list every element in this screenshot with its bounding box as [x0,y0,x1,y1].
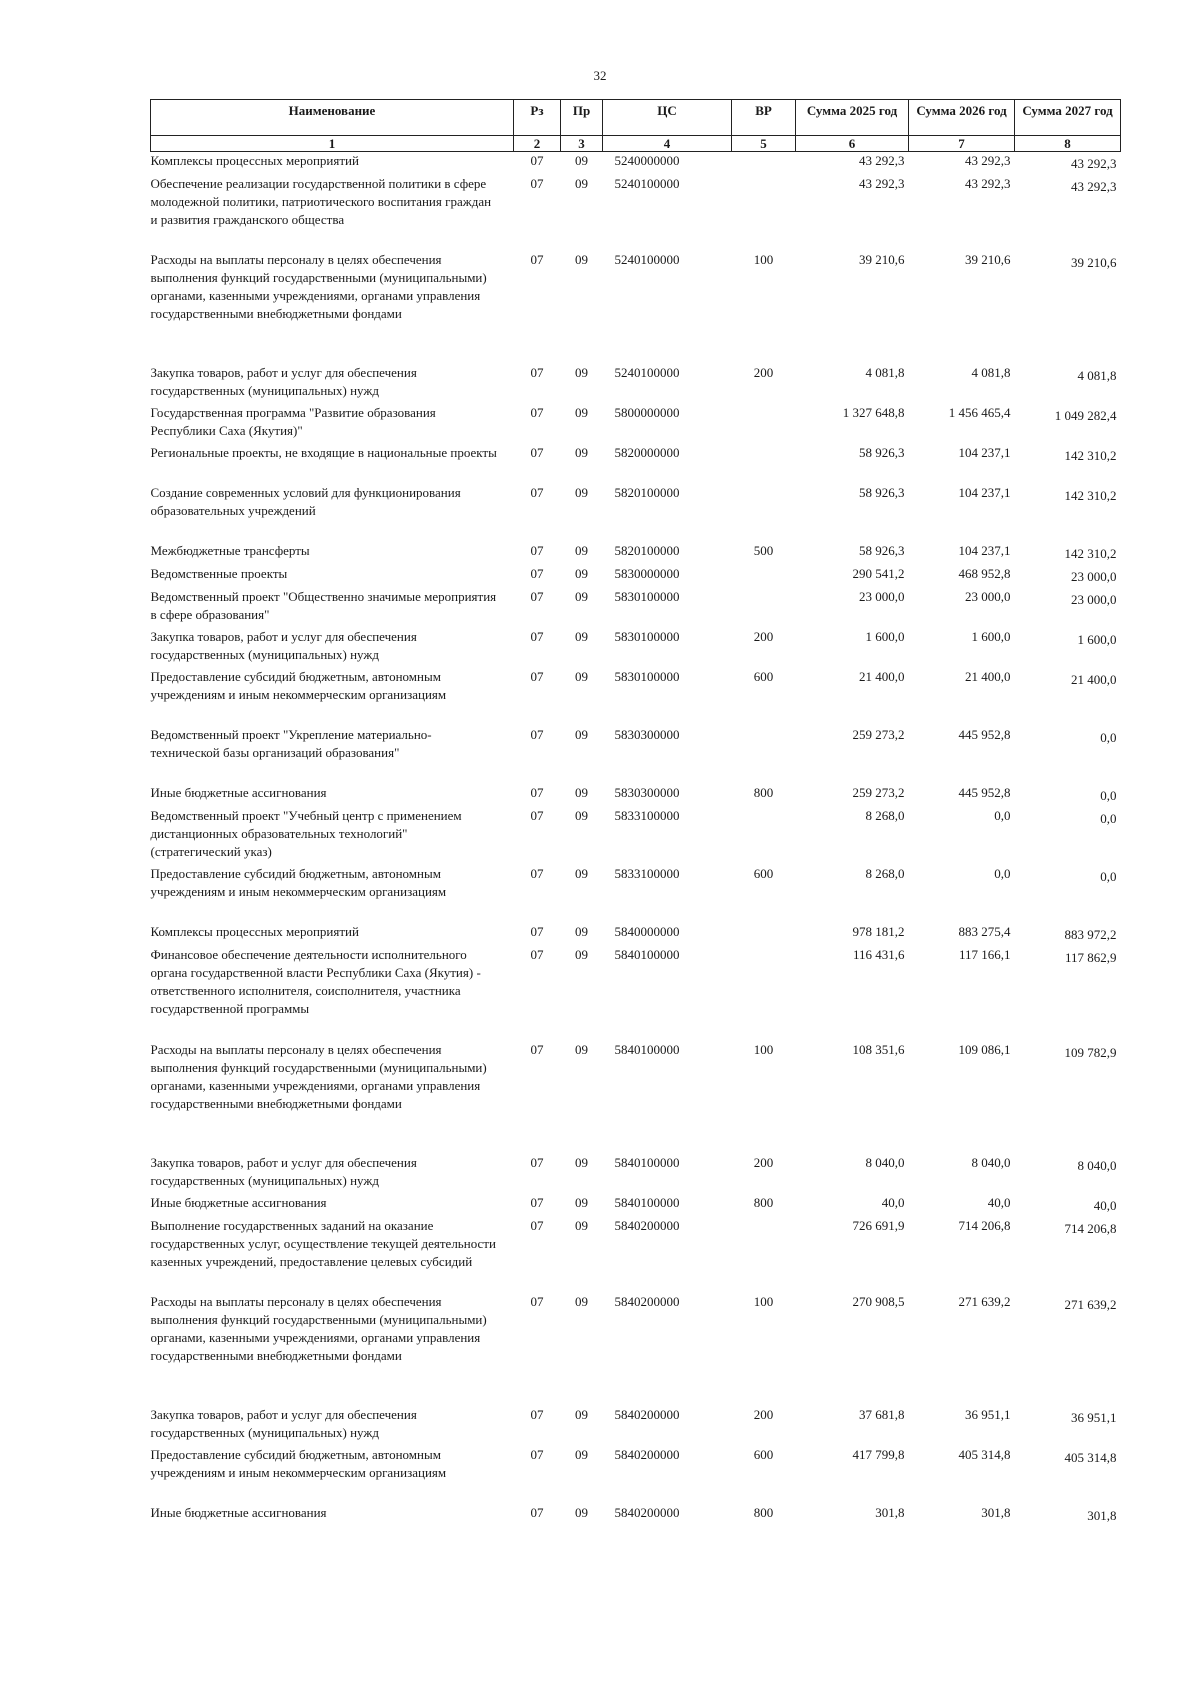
row-rz: 07 [530,785,544,800]
row-sum-2026: 468 952,8 [958,566,1011,581]
table-row [151,152,1121,176]
row-sum-2025: 726 691,9 [852,1218,905,1233]
row-sum-2026: 714 206,8 [958,1218,1011,1233]
row-name: Иные бюджетные ассигнования [150,1195,327,1210]
row-sum-2026: 36 951,1 [965,1407,1011,1422]
row-name: Финансовое обеспечение деятельности исполнительного органа государственной власти Республики Саха (Якутия) - ответственного исполнителя, соисполнителя, участника государственной программы [150,947,481,1016]
table-row [151,946,1121,1041]
row-cs: 5800000000 [614,405,680,420]
row-sum-2027: 714 206,8 [1064,1221,1117,1236]
row-rz: 07 [530,1505,544,1520]
row-sum-2026: 43 292,3 [965,176,1011,191]
row-name: Выполнение государственных заданий на оказание государственных услуг, осуществление текущей деятельности казенных учреждений, предоставление целевых субсидий [150,1218,496,1269]
row-sum-2027: 23 000,0 [1071,592,1117,607]
col-number: 2 [514,136,561,152]
row-cs: 5830100000 [614,669,680,684]
row-sum-2026: 39 210,6 [965,252,1011,267]
row-rz: 07 [530,727,544,742]
row-rz: 07 [530,669,544,684]
table-body [151,152,1121,1538]
row-sum-2027: 883 972,2 [1064,927,1117,942]
row-vr [732,484,796,542]
table-row [151,1446,1121,1504]
row-name: Закупка товаров, работ и услуг для обеспечения государственных (муниципальных) нужд [150,629,417,662]
row-sum-2026: 109 086,1 [958,1042,1011,1057]
row-pr: 09 [575,566,588,581]
row-vr [732,444,796,484]
row-sum-2026: 117 166,1 [958,947,1011,962]
row-pr: 09 [575,405,588,420]
row-vr [732,726,796,784]
row-sum-2025: 4 081,8 [865,365,905,380]
row-cs: 5833100000 [614,866,680,881]
table-row [151,628,1121,668]
row-cs: 5820100000 [614,485,680,500]
row-sum-2027: 1 600,0 [1077,632,1117,647]
row-rz: 07 [530,1294,544,1309]
row-cs: 5240000000 [614,153,680,168]
row-sum-2026: 21 400,0 [965,669,1011,684]
row-name: Ведомственный проект "Учебный центр с применением дистанционных образовательных технологий" (стратегический указ) [150,808,462,859]
row-sum-2025: 417 799,8 [852,1447,905,1462]
row-cs: 5830300000 [614,785,680,800]
row-name: Расходы на выплаты персоналу в целях обеспечения выполнения функций государственными (муниципальными) органами, казенными учреждениями, органами управления государственными внебюджетными фондами [150,1294,487,1363]
row-cs: 5840200000 [614,1218,680,1233]
row-sum-2025: 108 351,6 [852,1042,905,1057]
row-sum-2026: 445 952,8 [958,727,1011,742]
col-number: 5 [732,136,796,152]
row-vr [732,404,796,444]
row-name: Создание современных условий для функционирования образовательных учреждений [150,485,461,518]
row-name: Комплексы процессных мероприятий [150,153,359,168]
row-sum-2026: 104 237,1 [958,485,1011,500]
table-row [151,1154,1121,1194]
table-row [151,364,1121,404]
row-sum-2025: 21 400,0 [859,669,905,684]
row-rz: 07 [530,866,544,881]
row-sum-2027: 117 862,9 [1064,950,1117,965]
col-number: 6 [796,136,909,152]
row-name: Иные бюджетные ассигнования [150,785,327,800]
row-sum-2027: 109 782,9 [1064,1045,1117,1060]
row-sum-2026: 1 456 465,4 [948,405,1011,420]
row-cs: 5240100000 [614,365,680,380]
row-sum-2027: 36 951,1 [1071,1410,1117,1425]
row-vr: 800 [753,1195,774,1210]
row-vr: 800 [753,785,774,800]
row-cs: 5840100000 [614,1155,680,1170]
row-rz: 07 [530,153,544,168]
row-sum-2025: 116 431,6 [852,947,905,962]
row-sum-2027: 142 310,2 [1064,448,1117,463]
col-number: 4 [603,136,732,152]
row-sum-2026: 271 639,2 [958,1294,1011,1309]
row-name: Ведомственные проекты [150,566,288,581]
row-sum-2027: 142 310,2 [1064,488,1117,503]
row-sum-2027: 0,0 [1100,869,1117,884]
budget-table [150,99,1121,1537]
row-pr: 09 [575,1505,588,1520]
row-pr: 09 [575,365,588,380]
col-header-sum-2026: Сумма 2026 год [909,100,1015,136]
table-row [151,175,1121,251]
row-pr: 09 [575,1447,588,1462]
row-name: Закупка товаров, работ и услуг для обеспечения государственных (муниципальных) нужд [150,365,417,398]
row-sum-2026: 104 237,1 [958,445,1011,460]
row-sum-2025: 8 040,0 [865,1155,905,1170]
row-sum-2026: 104 237,1 [958,543,1011,558]
row-name: Предоставление субсидий бюджетным, автономным учреждениям и иным некоммерческим организациям [150,866,447,899]
row-vr [732,588,796,628]
row-sum-2026: 4 081,8 [971,365,1011,380]
row-sum-2027: 8 040,0 [1077,1158,1117,1173]
row-sum-2026: 8 040,0 [971,1155,1011,1170]
row-rz: 07 [530,947,544,962]
row-sum-2027: 40,0 [1093,1198,1117,1213]
row-sum-2025: 23 000,0 [859,589,905,604]
col-header-name: Наименование [151,100,514,136]
row-vr: 200 [753,629,774,644]
row-sum-2026: 883 275,4 [958,924,1011,939]
row-rz: 07 [530,1218,544,1233]
row-pr: 09 [575,153,588,168]
table-row [151,865,1121,923]
row-pr: 09 [575,924,588,939]
row-rz: 07 [530,1042,544,1057]
row-name: Государственная программа "Развитие образования Республики Саха (Якутия)" [150,405,436,438]
row-rz: 07 [530,566,544,581]
row-cs: 5840100000 [614,1042,680,1057]
row-cs: 5830300000 [614,727,680,742]
table-row [151,726,1121,784]
row-sum-2025: 290 541,2 [852,566,905,581]
row-pr: 09 [575,785,588,800]
row-sum-2026: 0,0 [994,808,1011,823]
row-sum-2025: 58 926,3 [859,543,905,558]
column-number-row [151,136,1121,152]
row-sum-2025: 259 273,2 [852,785,905,800]
row-sum-2027: 43 292,3 [1071,156,1117,171]
row-cs: 5840000000 [614,924,680,939]
row-sum-2027: 405 314,8 [1064,1450,1117,1465]
row-sum-2025: 43 292,3 [859,153,905,168]
row-rz: 07 [530,629,544,644]
row-vr: 500 [753,543,774,558]
row-sum-2025: 43 292,3 [859,176,905,191]
row-sum-2025: 978 181,2 [852,924,905,939]
row-sum-2025: 270 908,5 [852,1294,905,1309]
row-rz: 07 [530,924,544,939]
row-cs: 5840200000 [614,1447,680,1462]
row-cs: 5820000000 [614,445,680,460]
row-rz: 07 [530,543,544,558]
row-pr: 09 [575,176,588,191]
row-vr [732,565,796,588]
row-rz: 07 [530,1407,544,1422]
row-cs: 5240100000 [614,252,680,267]
row-sum-2027: 271 639,2 [1064,1297,1117,1312]
table-row [151,1217,1121,1293]
row-sum-2027: 23 000,0 [1071,569,1117,584]
row-rz: 07 [530,252,544,267]
table-row [151,923,1121,946]
page-number: 32 [593,68,607,83]
row-sum-2026: 0,0 [994,866,1011,881]
row-pr: 09 [575,1218,588,1233]
row-sum-2027: 0,0 [1100,730,1117,745]
row-cs: 5840200000 [614,1407,680,1422]
row-sum-2025: 58 926,3 [859,485,905,500]
table-row [151,1293,1121,1406]
row-sum-2027: 1 049 282,4 [1054,408,1117,423]
row-sum-2026: 43 292,3 [965,153,1011,168]
col-header-pr: Пр [561,100,603,136]
table-row [151,565,1121,588]
row-name: Региональные проекты, не входящие в национальные проекты [150,445,497,460]
table-row [151,444,1121,484]
row-sum-2027: 39 210,6 [1071,255,1117,270]
row-cs: 5840100000 [614,1195,680,1210]
row-sum-2026: 40,0 [987,1195,1011,1210]
row-pr: 09 [575,445,588,460]
row-name: Расходы на выплаты персоналу в целях обеспечения выполнения функций государственными (муниципальными) органами, казенными учреждениями, органами управления государственными внебюджетными фондами [150,1042,487,1111]
row-vr [732,923,796,946]
row-sum-2027: 4 081,8 [1077,368,1117,383]
row-rz: 07 [530,589,544,604]
row-name: Предоставление субсидий бюджетным, автономным учреждениям и иным некоммерческим организациям [150,669,447,702]
row-rz: 07 [530,176,544,191]
table-row [151,404,1121,444]
row-rz: 07 [530,445,544,460]
row-pr: 09 [575,252,588,267]
row-sum-2027: 21 400,0 [1071,672,1117,687]
row-cs: 5830000000 [614,566,680,581]
row-sum-2025: 301,8 [875,1505,905,1520]
row-pr: 09 [575,1155,588,1170]
table-row [151,1194,1121,1217]
row-vr [732,1217,796,1293]
table-row [151,807,1121,865]
table-row [151,1504,1121,1537]
col-number: 3 [561,136,603,152]
row-vr: 200 [753,1155,774,1170]
row-rz: 07 [530,1195,544,1210]
table-row [151,588,1121,628]
row-vr [732,946,796,1041]
table-row [151,668,1121,726]
row-name: Обеспечение реализации государственной политики в сфере молодежной политики, патриотического воспитания граждан и развития гражданского общества [150,176,492,227]
table-row [151,542,1121,565]
row-vr: 100 [753,1294,774,1309]
row-name: Ведомственный проект "Общественно значимые мероприятия в сфере образования" [150,589,497,622]
row-name: Предоставление субсидий бюджетным, автономным учреждениям и иным некоммерческим организациям [150,1447,447,1480]
row-sum-2026: 23 000,0 [965,589,1011,604]
row-vr: 100 [753,1042,774,1057]
row-cs: 5240100000 [614,176,680,191]
row-sum-2025: 8 268,0 [865,808,905,823]
row-pr: 09 [575,1195,588,1210]
row-rz: 07 [530,808,544,823]
row-sum-2025: 40,0 [881,1195,905,1210]
row-sum-2027: 301,8 [1087,1508,1117,1523]
row-cs: 5830100000 [614,589,680,604]
row-name: Межбюджетные трансферты [150,543,310,558]
row-sum-2025: 37 681,8 [859,1407,905,1422]
col-header-cs: ЦС [603,100,732,136]
table-row [151,484,1121,542]
row-name: Закупка товаров, работ и услуг для обеспечения государственных (муниципальных) нужд [150,1407,417,1440]
row-sum-2026: 405 314,8 [958,1447,1011,1462]
row-pr: 09 [575,727,588,742]
row-sum-2025: 259 273,2 [852,727,905,742]
row-sum-2026: 1 600,0 [971,629,1011,644]
row-cs: 5840200000 [614,1294,680,1309]
col-header-rz: Рз [514,100,561,136]
row-cs: 5833100000 [614,808,680,823]
row-vr: 200 [753,1407,774,1422]
row-cs: 5820100000 [614,543,680,558]
table-row [151,1406,1121,1446]
row-sum-2025: 39 210,6 [859,252,905,267]
row-sum-2027: 142 310,2 [1064,546,1117,561]
row-pr: 09 [575,1294,588,1309]
row-vr [732,175,796,251]
row-rz: 07 [530,365,544,380]
row-vr [732,807,796,865]
row-cs: 5830100000 [614,629,680,644]
row-vr: 200 [753,365,774,380]
row-sum-2025: 8 268,0 [865,866,905,881]
row-pr: 09 [575,1407,588,1422]
row-name: Иные бюджетные ассигнования [150,1505,327,1520]
col-header-vr: ВР [732,100,796,136]
row-pr: 09 [575,808,588,823]
row-sum-2027: 0,0 [1100,811,1117,826]
row-sum-2025: 58 926,3 [859,445,905,460]
row-sum-2026: 445 952,8 [958,785,1011,800]
row-pr: 09 [575,866,588,881]
row-sum-2025: 1 600,0 [865,629,905,644]
row-vr [732,152,796,176]
row-sum-2027: 43 292,3 [1071,179,1117,194]
row-name: Ведомственный проект "Укрепление материально-технической базы организаций образования" [150,727,432,760]
row-sum-2025: 1 327 648,8 [842,405,905,420]
row-rz: 07 [530,405,544,420]
row-name: Закупка товаров, работ и услуг для обеспечения государственных (муниципальных) нужд [150,1155,417,1188]
row-pr: 09 [575,1042,588,1057]
row-rz: 07 [530,1155,544,1170]
row-vr: 600 [753,669,774,684]
header-row [151,100,1121,136]
row-pr: 09 [575,669,588,684]
row-pr: 09 [575,589,588,604]
col-number: 7 [909,136,1015,152]
row-name: Расходы на выплаты персоналу в целях обеспечения выполнения функций государственными (муниципальными) органами, казенными учреждениями, органами управления государственными внебюджетными фондами [150,252,487,321]
row-vr: 800 [753,1505,774,1520]
row-pr: 09 [575,629,588,644]
row-name: Комплексы процессных мероприятий [150,924,359,939]
row-rz: 07 [530,485,544,500]
row-rz: 07 [530,1447,544,1462]
row-cs: 5840100000 [614,947,680,962]
col-header-sum-2025: Сумма 2025 год [796,100,909,136]
row-vr: 600 [753,1447,774,1462]
row-sum-2026: 301,8 [981,1505,1011,1520]
row-vr: 600 [753,866,774,881]
row-pr: 09 [575,947,588,962]
table-row [151,1041,1121,1154]
row-cs: 5840200000 [614,1505,680,1520]
col-header-sum-2027: Сумма 2027 год [1015,100,1121,136]
table-row [151,784,1121,807]
col-number: 8 [1015,136,1121,152]
row-sum-2027: 0,0 [1100,788,1117,803]
row-pr: 09 [575,543,588,558]
row-pr: 09 [575,485,588,500]
row-vr: 100 [753,252,774,267]
col-number: 1 [151,136,514,152]
table-row [151,251,1121,364]
